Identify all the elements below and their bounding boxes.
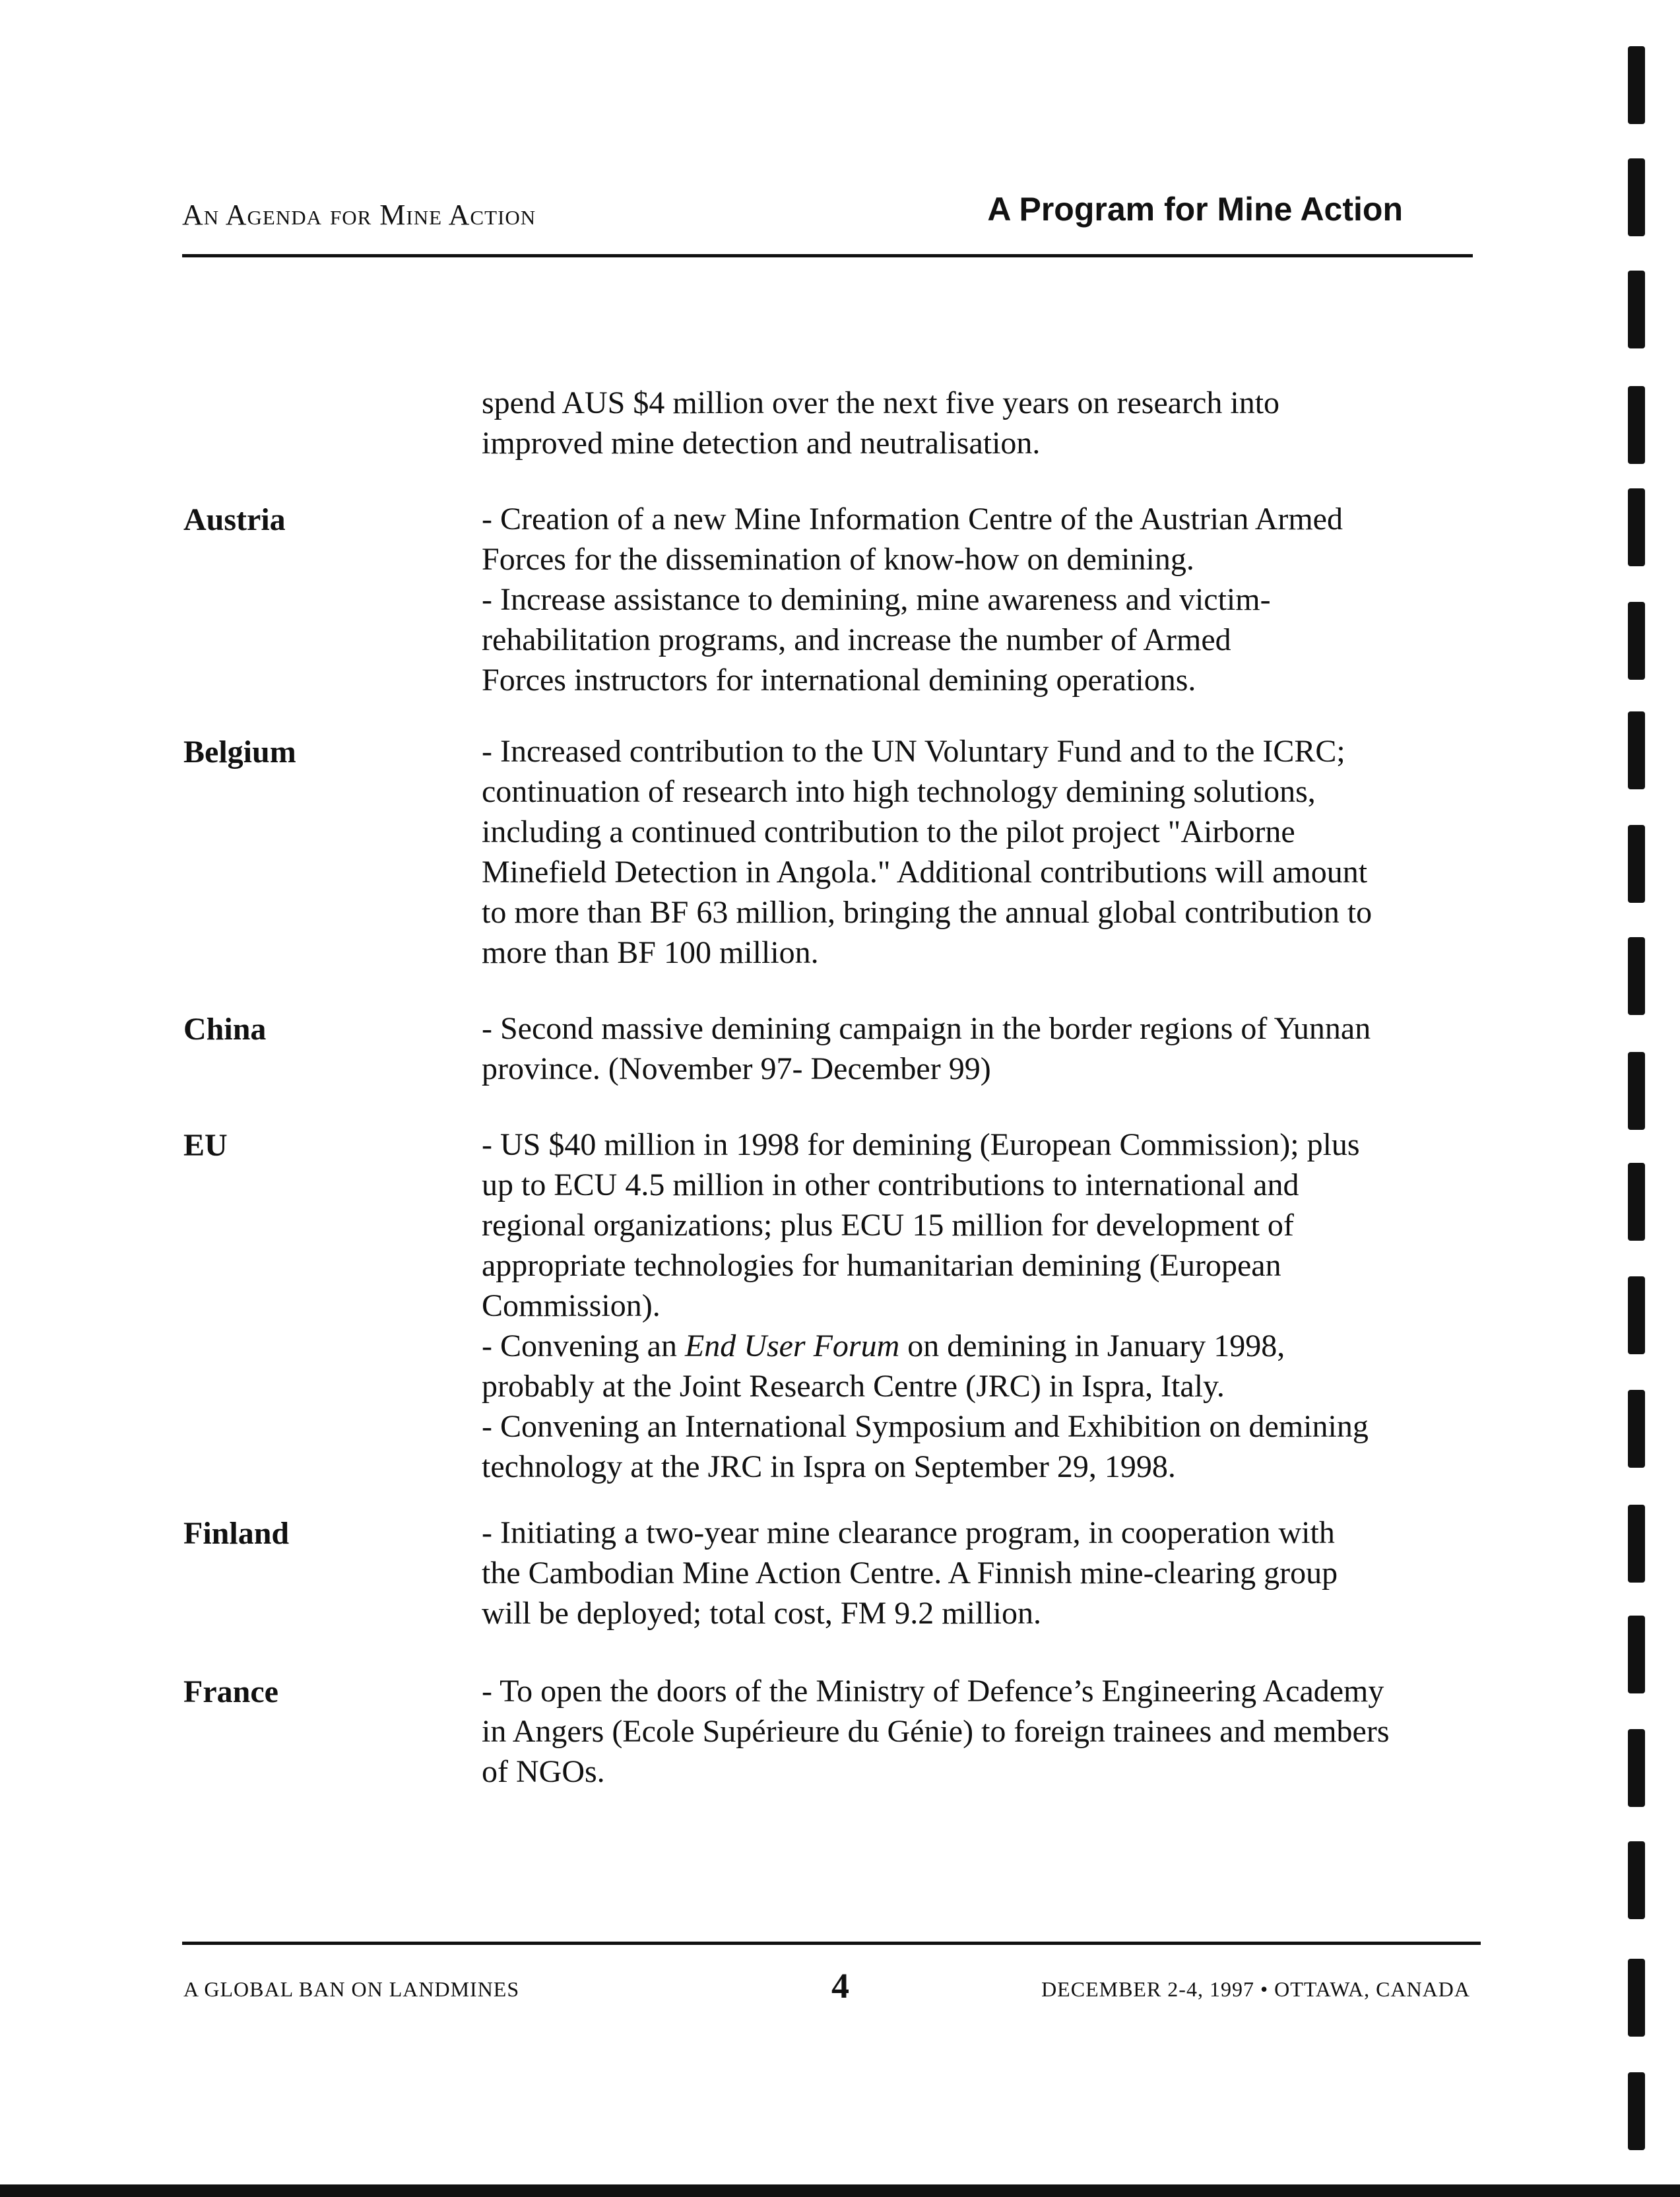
text-fragment: on demining in January 1998, xyxy=(899,1328,1285,1363)
binding-mark xyxy=(1628,46,1645,124)
binding-mark xyxy=(1628,711,1645,789)
text-line: regional organizations; plus ECU 15 million for development of xyxy=(482,1208,1294,1243)
text-line: probably at the Joint Research Centre (JRC) in Ispra, Italy. xyxy=(482,1369,1225,1404)
text-line: rehabilitation programs, and increase the number of Armed xyxy=(482,622,1231,657)
footer-rule xyxy=(182,1942,1481,1945)
text-line: including a continued contribution to the pilot project "Airborne xyxy=(482,814,1295,849)
text-line: Minefield Detection in Angola." Additional contributions will amount xyxy=(482,855,1368,890)
binding-mark xyxy=(1628,386,1645,464)
binding-mark xyxy=(1628,825,1645,903)
running-head-left: An Agenda for Mine Action xyxy=(182,199,536,231)
entry-text-china xyxy=(482,1008,1485,1089)
binding-mark xyxy=(1628,488,1645,566)
binding-mark xyxy=(1628,1616,1645,1693)
binding-mark xyxy=(1628,1052,1645,1130)
entry-text-belgium xyxy=(482,731,1485,973)
binding-mark xyxy=(1628,1841,1645,1919)
binding-mark xyxy=(1628,2072,1645,2150)
footer-right: DECEMBER 2-4, 1997 • OTTAWA, CANADA xyxy=(1041,1977,1470,2001)
text-line: appropriate technologies for humanitarian demining (European xyxy=(482,1248,1281,1283)
text-line: in Angers (Ecole Supérieure du Génie) to foreign trainees and members xyxy=(482,1714,1390,1749)
text-line: Forces for the dissemination of know-how on demining. xyxy=(482,542,1194,577)
running-head-right: A Program for Mine Action xyxy=(987,191,1403,228)
text-line: - US $40 million in 1998 for demining (European Commission); plus xyxy=(482,1127,1360,1162)
text-line: Commission). xyxy=(482,1288,661,1323)
binding-mark xyxy=(1628,271,1645,348)
text-line: - Convening an International Symposium and Exhibition on demining xyxy=(482,1409,1369,1444)
entry-text-finland xyxy=(482,1513,1485,1633)
text-line: the Cambodian Mine Action Centre. A Finnish mine-clearing group xyxy=(482,1556,1338,1590)
country-label-eu: EU xyxy=(183,1128,228,1163)
binding-mark xyxy=(1628,1959,1645,2037)
country-label-china: China xyxy=(183,1012,267,1047)
text-line: technology at the JRC in Ispra on September 29, 1998. xyxy=(482,1449,1176,1484)
entry-text-austria xyxy=(482,499,1485,700)
binding-mark xyxy=(1628,158,1645,236)
text-line: - Initiating a two-year mine clearance program, in cooperation with xyxy=(482,1515,1335,1550)
binding-mark xyxy=(1628,1729,1645,1807)
continuation-text xyxy=(482,383,1485,463)
binding-mark xyxy=(1628,937,1645,1015)
binding-mark xyxy=(1628,1390,1645,1468)
text-line: improved mine detection and neutralisation. xyxy=(482,426,1041,461)
text-fragment: - Convening an xyxy=(482,1328,685,1363)
entry-text-france xyxy=(482,1671,1485,1792)
text-line: spend AUS $4 million over the next five years on research into xyxy=(482,385,1280,420)
footer-left: A GLOBAL BAN ON LANDMINES xyxy=(183,1977,520,2001)
text-line: continuation of research into high technology demining solutions, xyxy=(482,774,1316,809)
country-label-belgium: Belgium xyxy=(183,735,296,770)
text-line: up to ECU 4.5 million in other contributions to international and xyxy=(482,1167,1299,1202)
binding-mark xyxy=(1628,1163,1645,1241)
scan-bottom-edge xyxy=(0,2184,1680,2197)
country-label-austria: Austria xyxy=(183,502,286,537)
page-number: 4 xyxy=(831,1966,849,2006)
text-line: - Increased contribution to the UN Voluntary Fund and to the ICRC; xyxy=(482,734,1345,769)
text-line: Forces instructors for international demining operations. xyxy=(482,663,1196,698)
binding-mark xyxy=(1628,1276,1645,1354)
text-line: - To open the doors of the Ministry of Defence’s Engineering Academy xyxy=(482,1674,1384,1709)
text-line: - Creation of a new Mine Information Centre of the Austrian Armed xyxy=(482,502,1343,537)
header-rule xyxy=(182,254,1473,257)
entry-text-eu xyxy=(482,1125,1485,1487)
text-line: more than BF 100 million. xyxy=(482,935,819,970)
text-line: to more than BF 63 million, bringing the annual global contribution to xyxy=(482,895,1373,930)
text-line: - Second massive demining campaign in the border regions of Yunnan xyxy=(482,1011,1371,1046)
text-line: - Increase assistance to demining, mine awareness and victim- xyxy=(482,582,1271,617)
text-line: province. (November 97- December 99) xyxy=(482,1051,991,1086)
italic-title: End User Forum xyxy=(684,1328,900,1363)
country-label-france: France xyxy=(183,1674,278,1709)
binding-mark xyxy=(1628,1505,1645,1583)
text-line: will be deployed; total cost, FM 9.2 million. xyxy=(482,1596,1041,1631)
binding-mark xyxy=(1628,602,1645,680)
text-line: of NGOs. xyxy=(482,1754,605,1789)
text-line-forum xyxy=(482,1326,1485,1366)
country-label-finland: Finland xyxy=(183,1516,290,1551)
